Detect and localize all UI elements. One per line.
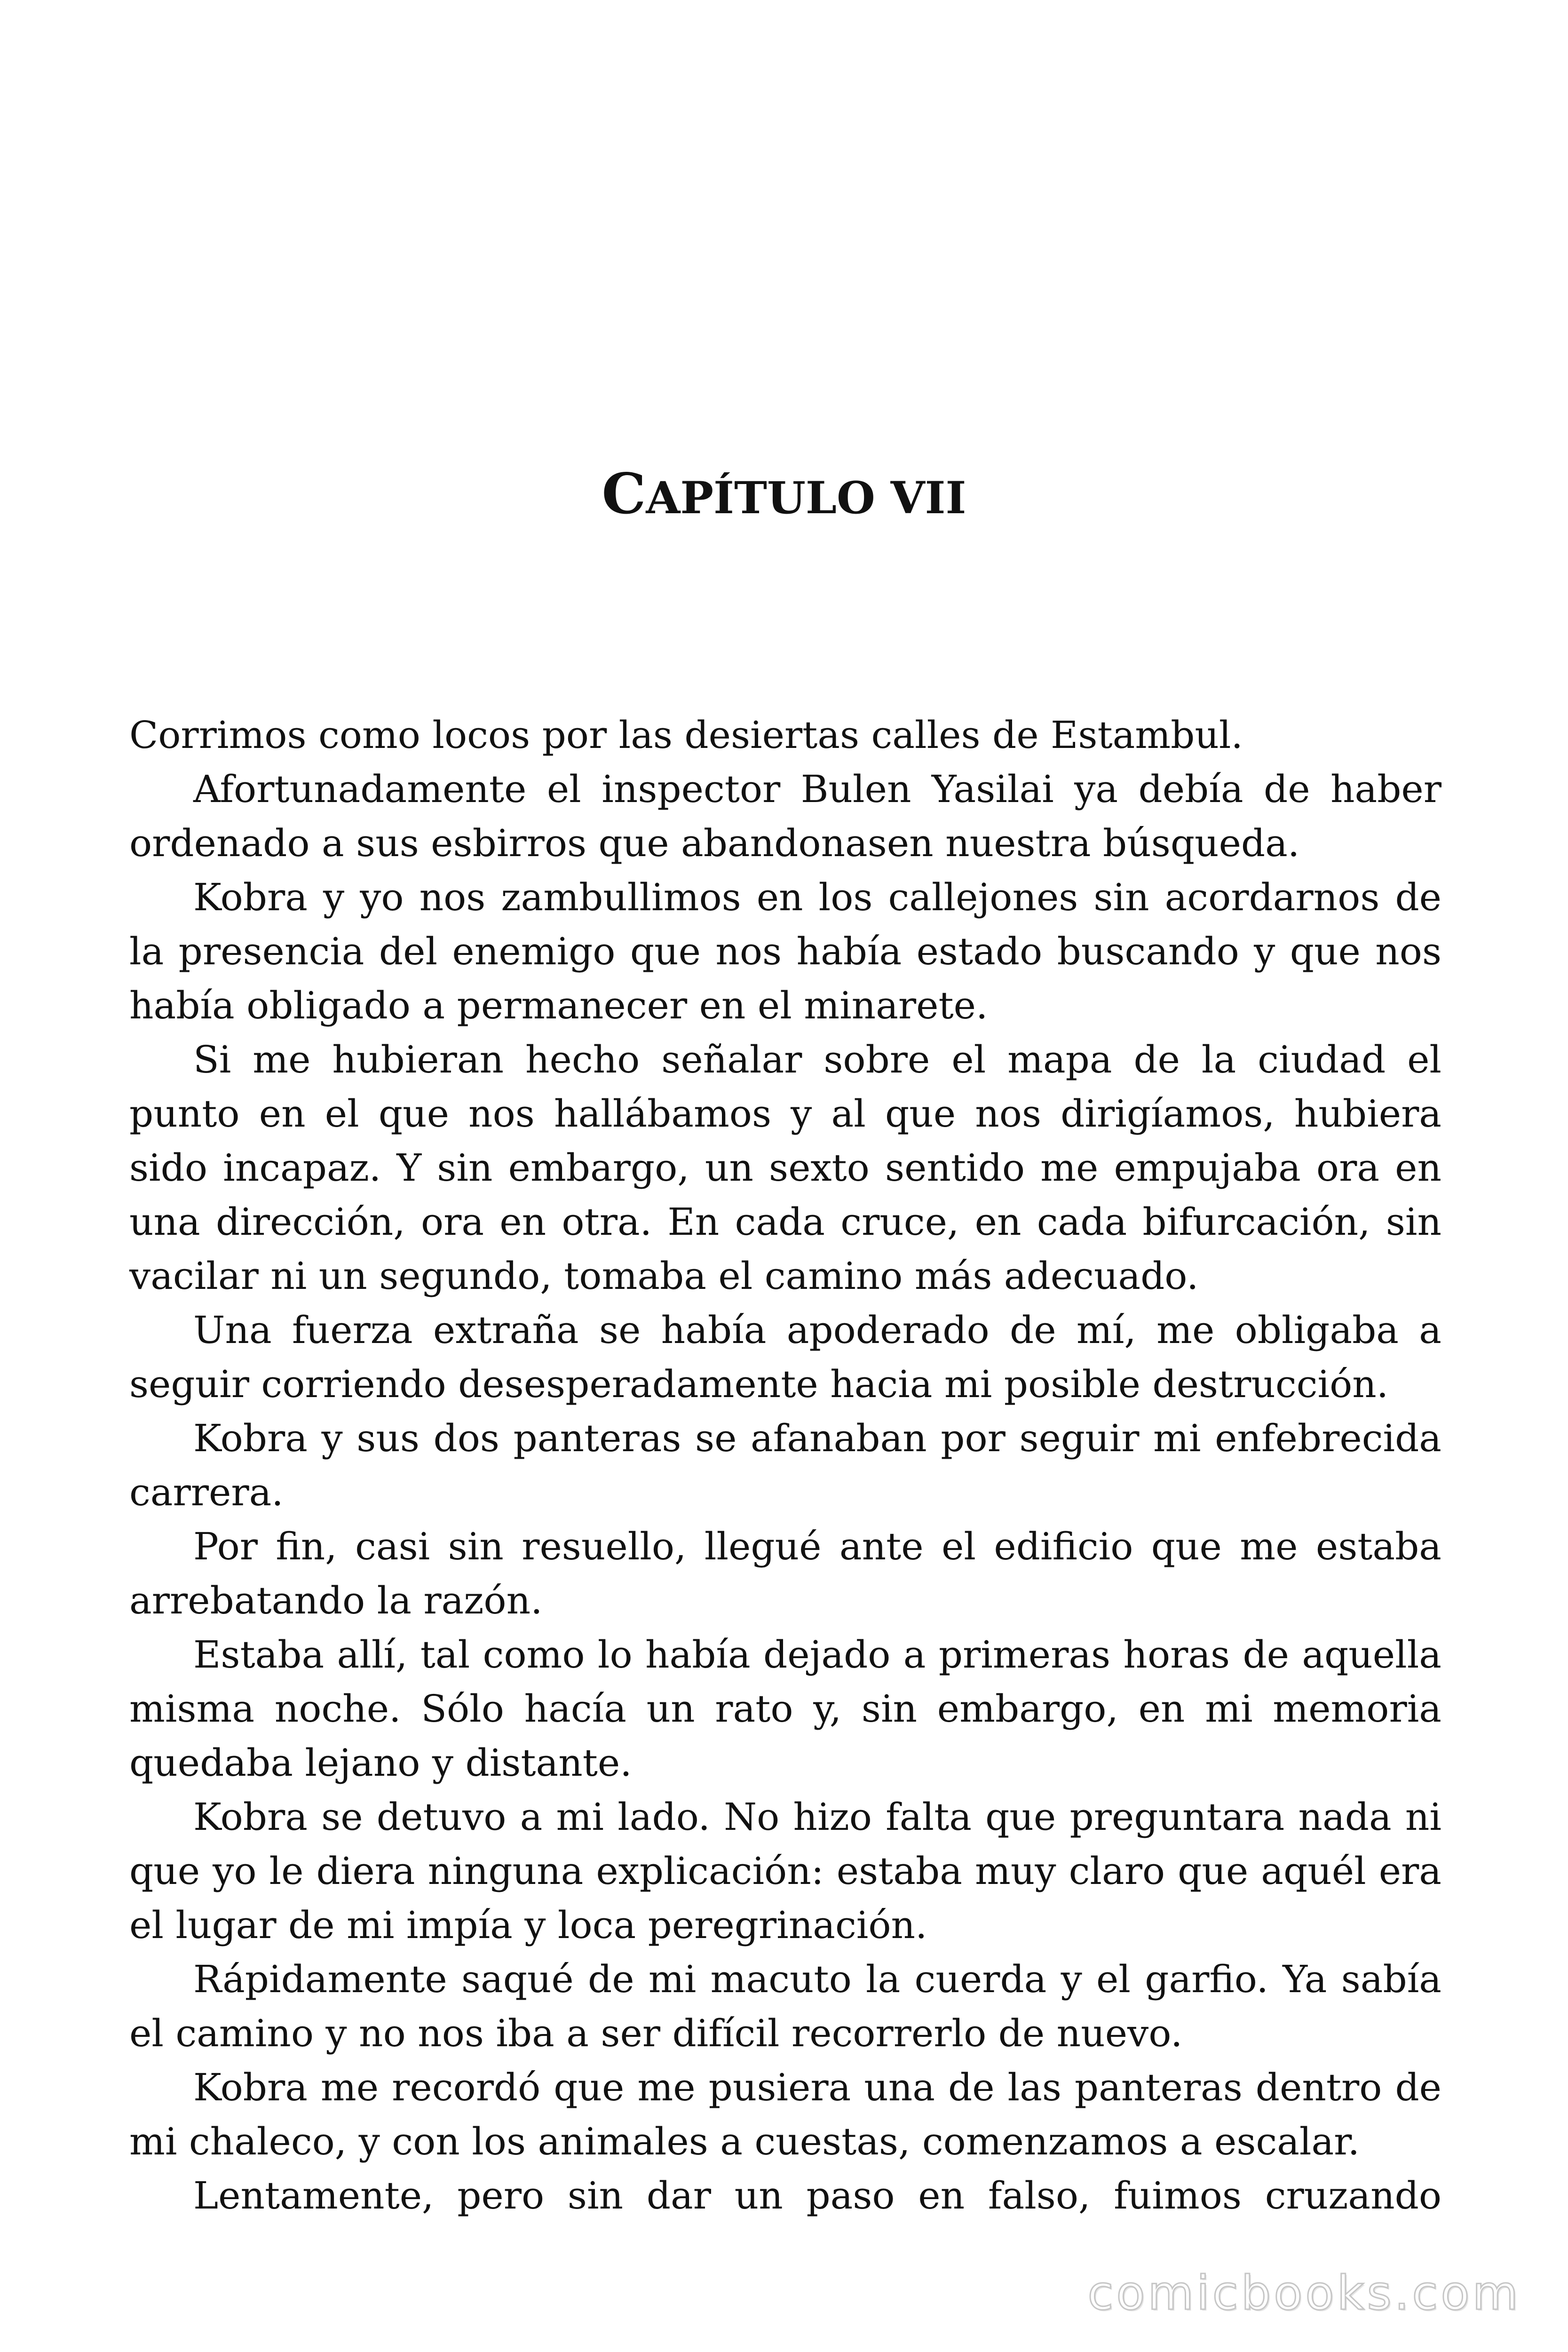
paragraph: Por fin, casi sin resuello, llegué ante el edificio que me estaba arrebatando la razón.: [129, 1525, 1441, 1622]
watermark: comicbooks.com: [1087, 2265, 1521, 2320]
chapter-body: [129, 708, 1441, 2223]
paragraph: Kobra se detuvo a mi lado. No hizo falta que preguntara nada ni que yo le diera ninguna explicación: estaba muy claro que aquél era el lugar de mi impía y loca peregrinación.: [129, 1795, 1441, 1947]
chapter-title-rest: APÍTULO VII: [646, 472, 966, 524]
paragraph: Lentamente, pero sin dar un paso en falso, fuimos cruzando: [193, 2174, 1441, 2217]
paragraph: Kobra me recordó que me pusiera una de las panteras dentro de mi chaleco, y con los animales a cuestas, comenzamos a escalar.: [129, 2066, 1441, 2163]
paragraph: Kobra y sus dos panteras se afanaban por seguir mi enfebrecida carrera.: [129, 1416, 1441, 1514]
chapter-title-initial: C: [602, 461, 646, 526]
paragraph: Una fuerza extraña se había apoderado de mí, me obligaba a seguir corriendo desesperadamente hacia mi posible destrucción.: [129, 1308, 1441, 1406]
paragraph: Rápidamente saqué de mi macuto la cuerda y el garfio. Ya sabía el camino y no nos iba a ser difícil recorrerlo de nuevo.: [129, 1957, 1441, 2055]
paragraph: Corrimos como locos por las desiertas calles de Estambul.: [129, 713, 1243, 757]
paragraph: Si me hubieran hecho señalar sobre el mapa de la ciudad el punto en el que nos hallábamos y al que nos dirigíamos, hubiera sido incapaz. Y sin embargo, un sexto sentido me empujaba ora en una dirección, ora en otra. En cada cruce, en cada bifurcación, sin vacilar ni un segundo, tomaba el camino más adecuado.: [129, 1038, 1441, 1298]
paragraph: Estaba allí, tal como lo había dejado a primeras horas de aquella misma noche. Sólo hacía un rato y, sin embargo, en mi memoria quedaba lejano y distante.: [129, 1633, 1441, 1785]
chapter-title: [0, 459, 1568, 533]
paragraph: Kobra y yo nos zambullimos en los callejones sin acordarnos de la presencia del enemigo que nos había estado buscando y que nos había obligado a permanecer en el minarete.: [129, 875, 1441, 1027]
paragraph: Afortunadamente el inspector Bulen Yasilai ya debía de haber ordenado a sus esbirros que abandonasen nuestra búsqueda.: [129, 767, 1441, 865]
